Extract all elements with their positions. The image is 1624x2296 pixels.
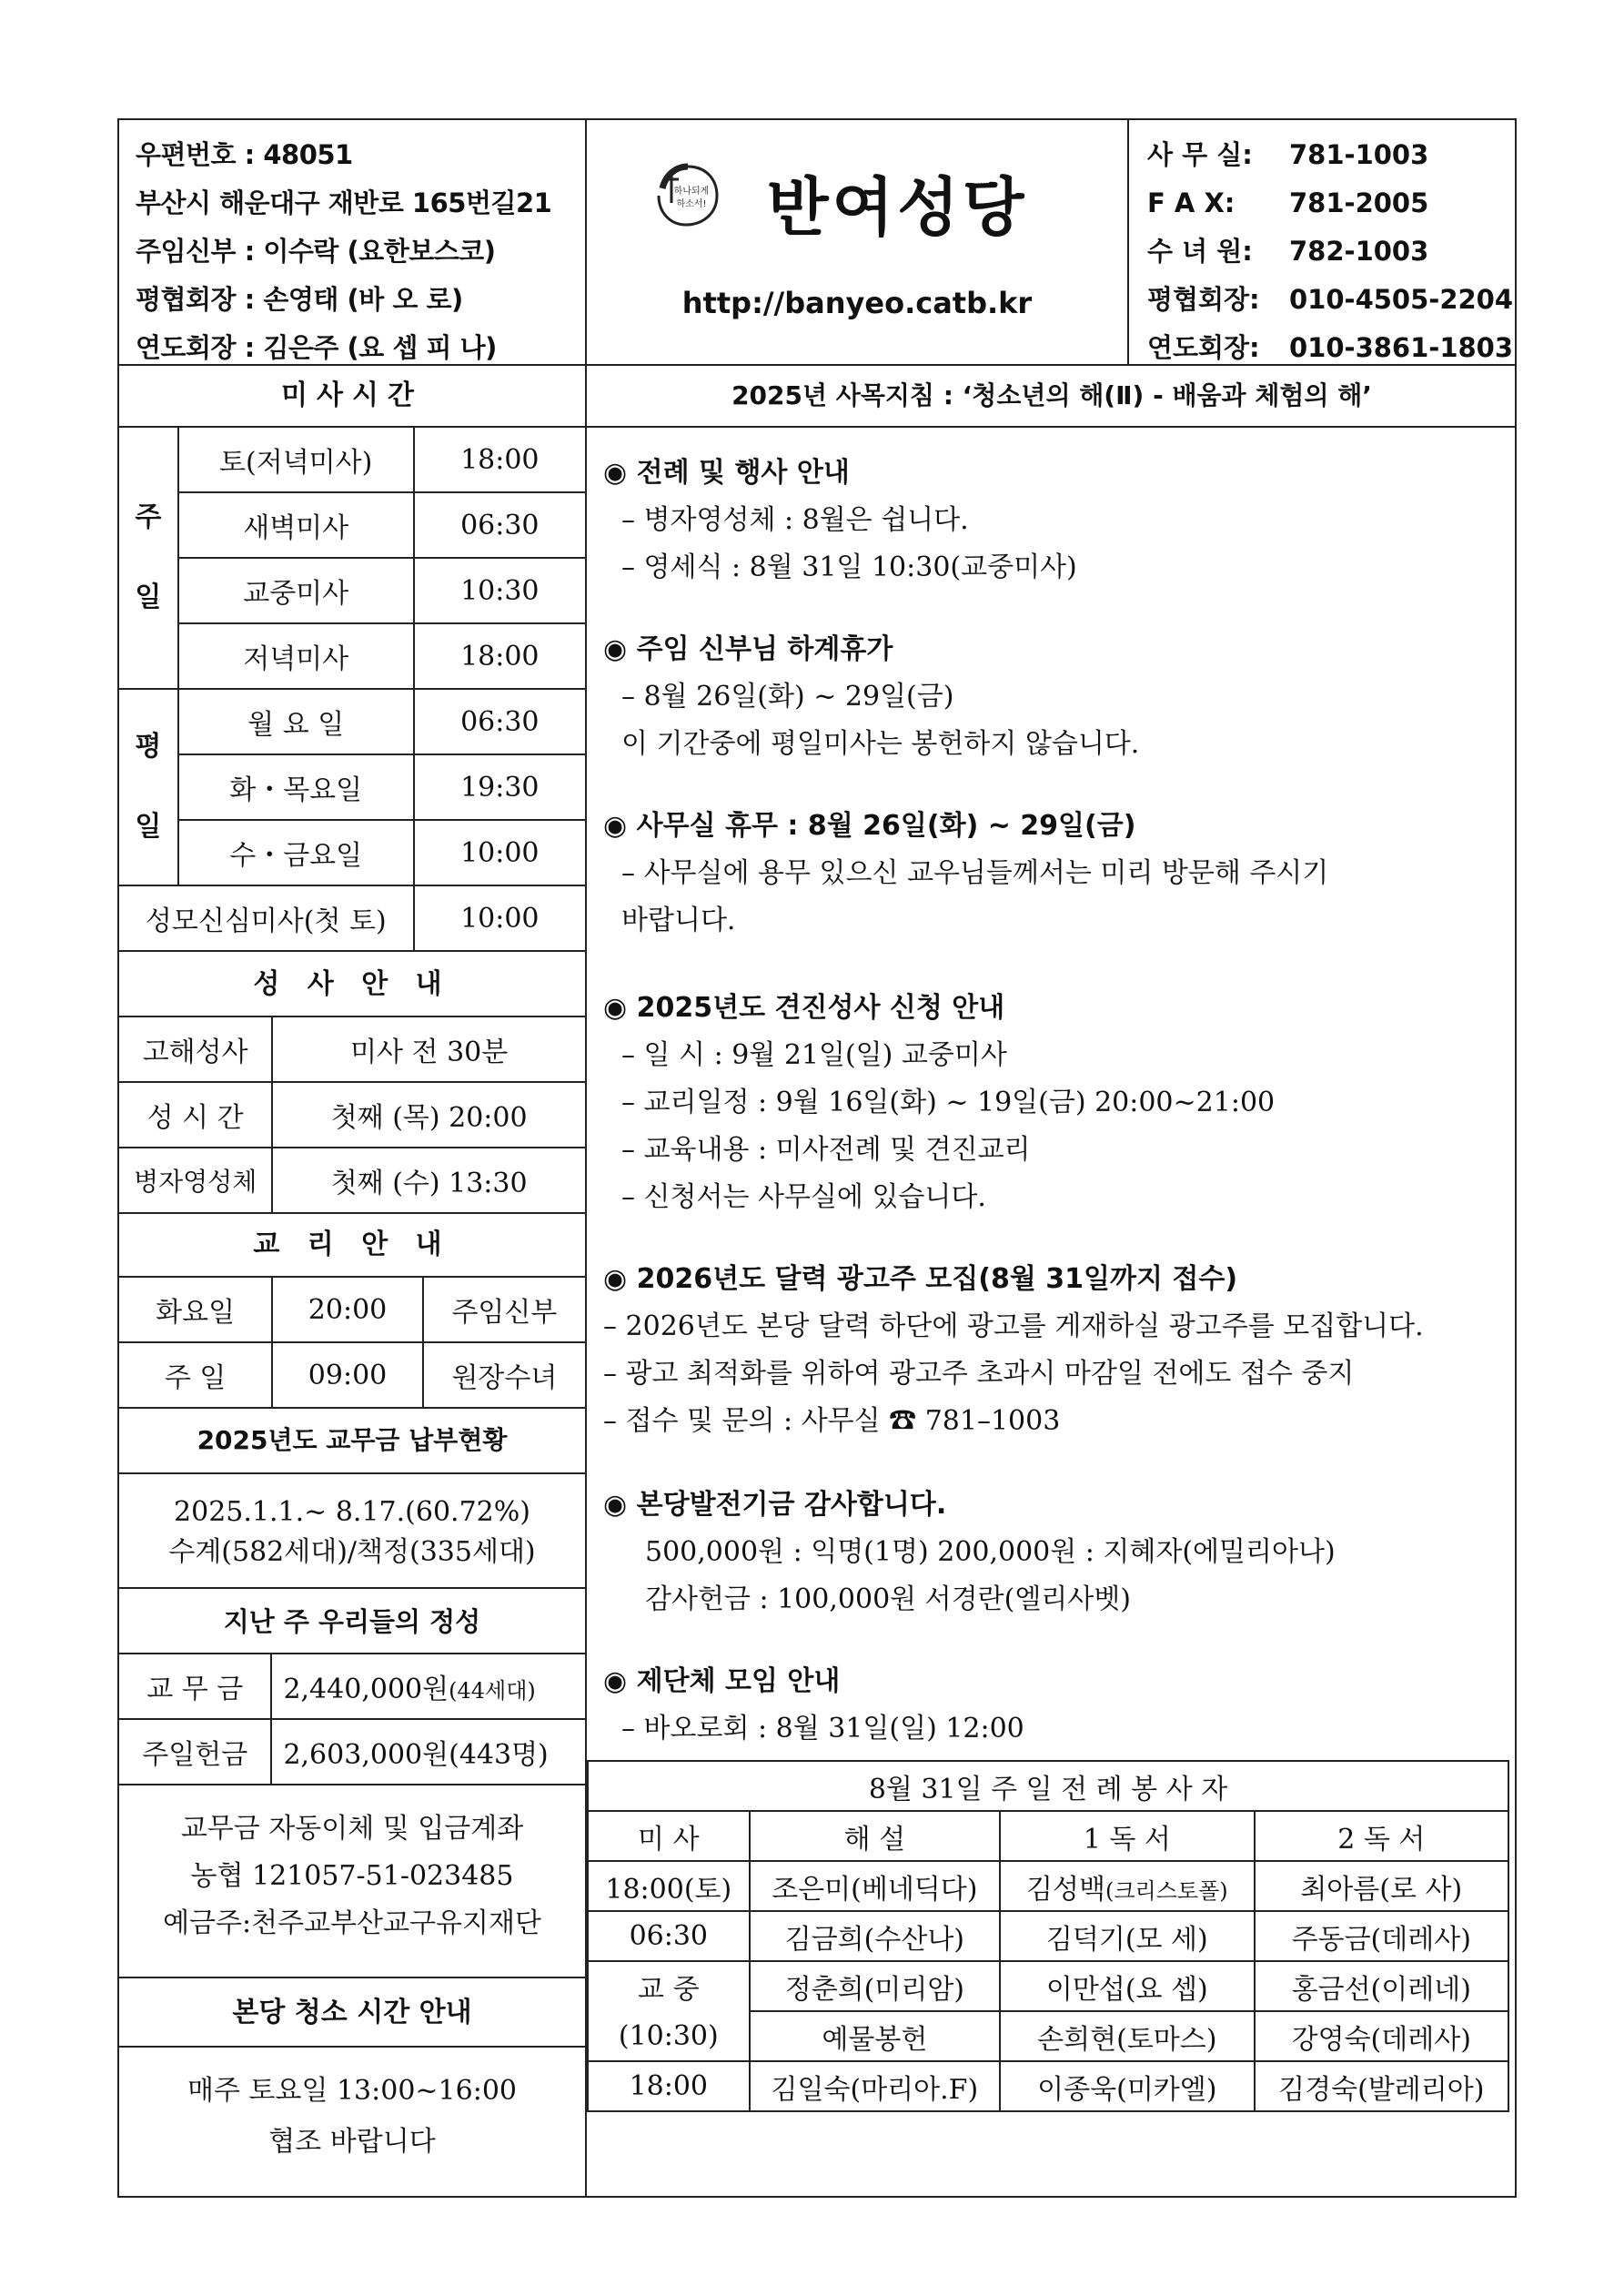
- sacraments-table: [117, 1016, 587, 1214]
- notice-title: ◉ 사무실 휴무 : 8월 26일(화) ~ 29일(금): [603, 810, 1136, 842]
- liturgy-servers-table: [587, 1760, 1509, 2112]
- catechism-table: [117, 1276, 587, 1409]
- catechism-time: 20:00: [272, 1277, 423, 1342]
- offering-name: 교 무 금: [118, 1654, 271, 1719]
- cleaning-time: 매주 토요일 13:00~16:00: [187, 2075, 518, 2107]
- mass-time: 19:30: [414, 754, 586, 820]
- offering-amount: 2,440,000원(44세대): [271, 1654, 586, 1719]
- offering-table: [117, 1653, 587, 1785]
- sacrament-name: 성 시 간: [118, 1082, 272, 1148]
- header-contact-left: [119, 120, 587, 364]
- header-title-block: [587, 120, 1129, 364]
- notice-title: ◉ 제단체 모임 안내: [603, 1665, 841, 1697]
- notice-line: – 신청서는 사무실에 있습니다.: [621, 1181, 986, 1213]
- convent-phone: 수 녀 원: 782-1003: [1147, 236, 1429, 267]
- mass-time: 10:30: [414, 558, 586, 623]
- notice-title: ◉ 본당발전기금 감사합니다.: [603, 1489, 947, 1521]
- pastoral-motto: 2025년 사목지침 : ‘청소년의 해(Ⅱ) - 배움과 체험의 해’: [731, 380, 1372, 410]
- dues-heading: 2025년도 교무금 납부현황: [119, 1407, 585, 1474]
- weekday-label: 평 일: [118, 689, 178, 885]
- notice-line: – 영세식 : 8월 31일 10:30(교중미사): [621, 551, 1077, 583]
- fax-number: F A X: 781-2005: [1147, 187, 1429, 218]
- notice-line: – 접수 및 문의 : 사무실 ☎ 781–1003: [603, 1405, 1061, 1437]
- catechism-teacher: 원장수녀: [423, 1342, 586, 1408]
- column-header: 미 사: [588, 1811, 750, 1861]
- notice-line: – 교리일정 : 9월 16일(화) ~ 19일(금) 20:00~21:00: [621, 1087, 1276, 1118]
- account-number: 농협 121057-51-023485: [190, 1860, 514, 1892]
- catechism-heading: 교 리 안 내: [119, 1212, 585, 1278]
- council-phone: 평협회장: 010-4505-2204: [1147, 284, 1514, 315]
- catechism-day: 주 일: [118, 1342, 272, 1408]
- mass-name: 월 요 일: [178, 689, 414, 754]
- parish-name: 반여성당: [767, 170, 1028, 245]
- notice-title: ◉ 전례 및 행사 안내: [603, 457, 850, 489]
- offering-heading: 지난 주 우리들의 정성: [119, 1589, 585, 1654]
- mass-name: 화・목요일: [178, 754, 414, 820]
- offering-name: 주일헌금: [118, 1719, 271, 1785]
- prayer-phone: 연도회장: 010-3861-1803: [1147, 332, 1514, 363]
- dues-period: 2025.1.1.~ 8.17.(60.72%): [174, 1496, 530, 1528]
- table-row: 18:00(토) 조은미(베네딕다) 김성백(크리스토폴) 최아름(로 사): [588, 1861, 1508, 1911]
- cleaning-note: 협조 바랍니다: [268, 2126, 436, 2158]
- website-link[interactable]: http://banyeo.catb.kr: [681, 286, 1033, 320]
- column-header: 2 독 서: [1255, 1811, 1508, 1861]
- mass-time: 10:00: [414, 820, 586, 885]
- header-contact-right: [1129, 120, 1517, 364]
- sacrament-name: 고해성사: [118, 1017, 272, 1082]
- sacrament-time: 첫째 (수) 13:30: [272, 1148, 586, 1213]
- notice-line: – 병자영성체 : 8월은 쉽니다.: [621, 504, 969, 536]
- notice-line: – 사무실에 용무 있으신 교우님들께서는 미리 방문해 주시기: [621, 857, 1329, 889]
- offering-amount: 2,603,000원(443명): [271, 1719, 586, 1785]
- svg-text:하소서!: 하소서!: [676, 199, 707, 209]
- notice-line: – 교육내용 : 미사전례 및 견진교리: [621, 1134, 1031, 1166]
- sacrament-name: 병자영성체: [118, 1148, 272, 1213]
- address: 부산시 해운대구 재반로 165번길21: [136, 187, 552, 218]
- mass-time: 18:00: [414, 427, 586, 492]
- catechism-day: 화요일: [118, 1277, 272, 1342]
- notice-title: ◉ 2025년도 견진성사 신청 안내: [603, 992, 1005, 1024]
- cleaning-heading: 본당 청소 시간 안내: [119, 1978, 585, 2048]
- mass-name: 수・금요일: [178, 820, 414, 885]
- special-mass-name: 성모신심미사(첫 토): [118, 885, 414, 951]
- notice-line: – 일 시 : 9월 21일(일) 교중미사: [621, 1039, 1007, 1071]
- notice-line: 바랍니다.: [621, 905, 736, 936]
- notice-title: ◉ 주임 신부님 하계휴가: [603, 633, 893, 665]
- sunday-label: 주 일: [118, 427, 178, 689]
- prayer-president: 연도회장 : 김은주 (요 셉 피 나): [136, 332, 497, 363]
- pastor: 주임신부 : 이수락 (요한보스코): [136, 236, 496, 267]
- table-row: 18:00 김일숙(마리아.F) 이종욱(미카엘) 김경숙(발레리아): [588, 2061, 1508, 2111]
- bulletin-frame: [117, 118, 1517, 2198]
- account-holder: 예금주:천주교부산교구유지재단: [163, 1907, 541, 1939]
- mass-time: 06:30: [414, 492, 586, 558]
- special-mass-time: 10:00: [414, 885, 586, 951]
- office-phone: 사 무 실: 781-1003: [1147, 139, 1429, 170]
- notice-line: – 2026년도 본당 달력 하단에 광고를 게재하실 광고주를 모집합니다.: [603, 1310, 1424, 1342]
- notice-line: – 8월 26일(화) ~ 29일(금): [621, 681, 954, 713]
- postal-code: 우편번호 : 48051: [136, 139, 353, 170]
- servers-title: 8월 31일 주 일 전 례 봉 사 자: [588, 1761, 1508, 1811]
- catechism-time: 09:00: [272, 1342, 423, 1408]
- column-header: 1 독 서: [1000, 1811, 1254, 1861]
- mass-time: 18:00: [414, 623, 586, 689]
- parish-logo-icon: [653, 161, 722, 230]
- mass-name: 새벽미사: [178, 492, 414, 558]
- notice-line: 감사헌금 : 100,000원 서경란(엘리사벳): [645, 1583, 1131, 1615]
- sacraments-heading: 성 사 안 내: [119, 952, 585, 1017]
- notice-line: 500,000원 : 익명(1명) 200,000원 : 지혜자(에밀리아나): [645, 1536, 1336, 1568]
- table-row: (10:30) 예물봉헌 손희현(토마스) 강영숙(데레사): [588, 2011, 1508, 2061]
- council-president: 평협회장 : 손영태 (바 오 로): [136, 284, 463, 315]
- mass-time: 06:30: [414, 689, 586, 754]
- notice-line: – 광고 최적화를 위하여 광고주 초과시 마감일 전에도 접수 중지: [603, 1358, 1355, 1390]
- notice-line: – 바오로회 : 8월 31일(일) 12:00: [621, 1713, 1024, 1745]
- sacrament-time: 첫째 (목) 20:00: [272, 1082, 586, 1148]
- table-row: 교 중 정춘희(미리암) 이만섭(요 셉) 홍금선(이레네): [588, 1961, 1508, 2011]
- mass-schedule-table: [117, 426, 587, 952]
- column-header: 해 설: [750, 1811, 1001, 1861]
- notice-title: ◉ 2026년도 달력 광고주 모집(8월 31일까지 접수): [603, 1263, 1238, 1295]
- account-info: [119, 1784, 585, 1978]
- mass-name: 저녁미사: [178, 623, 414, 689]
- cleaning-info: [119, 2048, 585, 2193]
- catechism-teacher: 주임신부: [423, 1277, 586, 1342]
- mass-name: 토(저녁미사): [178, 427, 414, 492]
- dues-status: [119, 1474, 585, 1589]
- dues-households: 수계(582세대)/책정(335세대): [168, 1536, 536, 1568]
- mass-name: 교중미사: [178, 558, 414, 623]
- notice-line: 이 기간중에 평일미사는 봉헌하지 않습니다.: [621, 728, 1140, 760]
- mass-times-heading: 미사시간: [119, 366, 587, 426]
- account-title: 교무금 자동이체 및 입금계좌: [180, 1813, 524, 1845]
- svg-text:하나되게: 하나되게: [673, 187, 710, 197]
- sacrament-time: 미사 전 30분: [272, 1017, 586, 1082]
- table-row: 06:30 김금희(수산나) 김덕기(모 세) 주동금(데레사): [588, 1911, 1508, 1961]
